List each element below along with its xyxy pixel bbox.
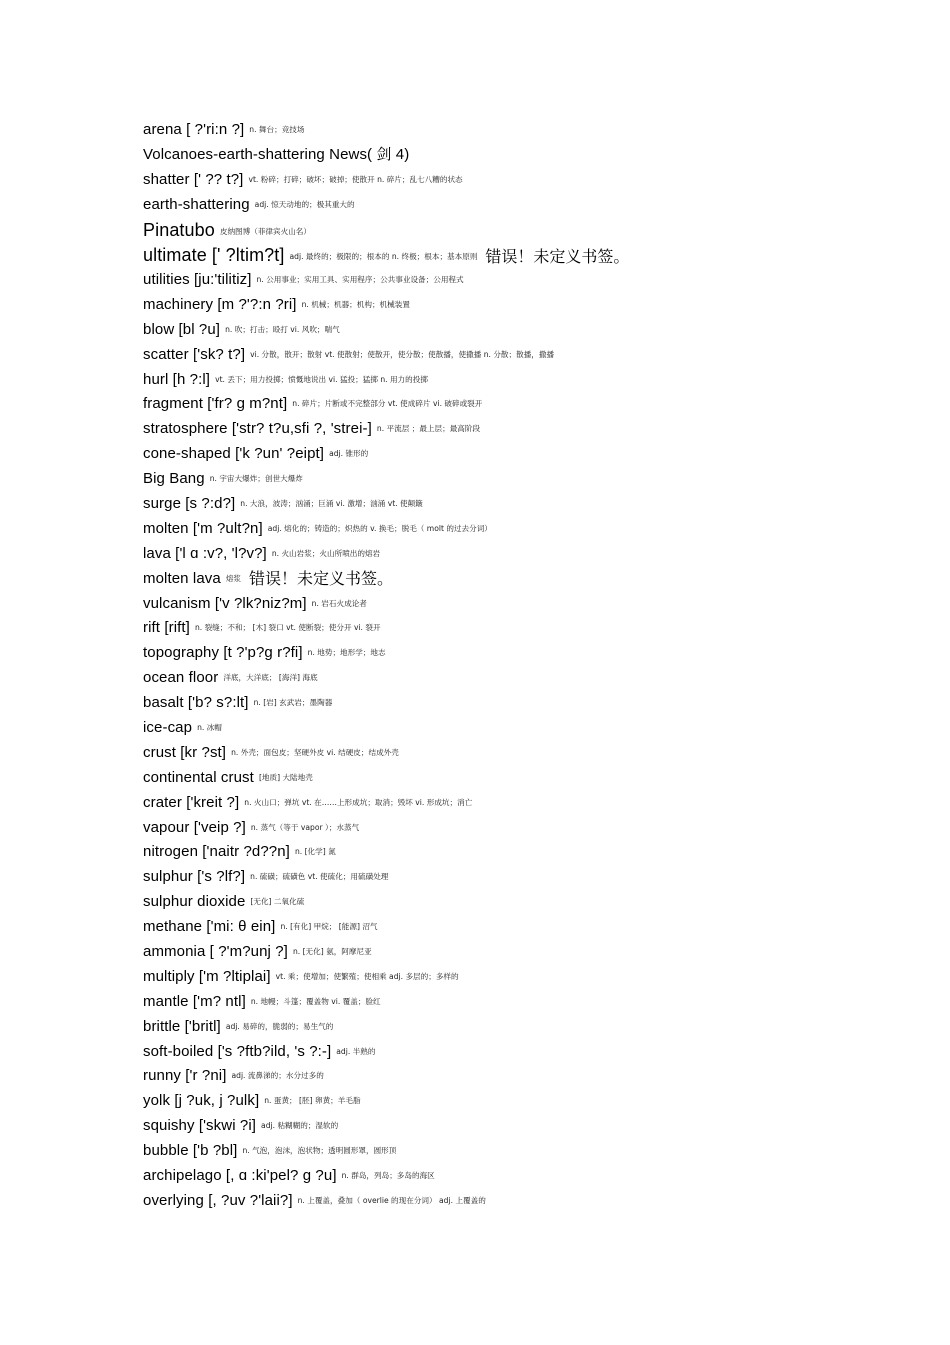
vocab-word: crust [kr ?st] (143, 743, 227, 761)
vocab-word: runny ['r ?ni] (143, 1067, 227, 1085)
vocab-definition: [无化] 二氧化硫 (250, 897, 305, 907)
vocab-definition: adj. 流鼻涕的；水分过多的 (231, 1071, 324, 1081)
vocab-word: multiply ['m ?ltiplai] (143, 967, 271, 985)
vocab-entry (143, 865, 933, 890)
vocab-definition: 熔浆 (225, 573, 241, 583)
vocab-definition: n. 宇宙大爆炸；创世大爆炸 (209, 474, 303, 484)
vocab-entry (143, 293, 933, 318)
vocab-entry (143, 1040, 933, 1065)
vocab-word: machinery [m ?'?:n ?ri] (143, 295, 297, 313)
vocab-definition: n. 群岛，列岛；多岛的海区 (341, 1171, 435, 1180)
vocab-entry (143, 1015, 933, 1040)
vocab-entry (143, 492, 933, 517)
vocab-entry (143, 442, 933, 467)
vocab-entry (143, 218, 933, 243)
vocab-word: bubble ['b ?bl] (143, 1142, 238, 1160)
vocab-word: topography [t ?'p?ɡ r?fi] (143, 644, 303, 662)
vocab-definition: n. 外壳；面包皮；坚硬外皮 vi. 结硬皮；结成外壳 (231, 747, 399, 757)
vocab-entry (143, 343, 933, 368)
vocab-definition: adj. 最终的；极限的；根本的 n. 终极；根本；基本原则 (289, 251, 478, 261)
vocab-definition: vt. 丢下；用力投掷；愤慨地说出 vi. 猛投；猛掷 n. 用力的投掷 (215, 374, 428, 384)
vocab-word: sulphur ['s ?lf?] (143, 868, 246, 886)
vocab-entry (143, 567, 933, 592)
vocab-word: hurl [h ?:l] (143, 370, 211, 388)
vocab-word: surge [s ?:d?] (143, 494, 236, 512)
vocab-entry (143, 890, 933, 915)
vocab-word: ammonia [ ?'m?unj ?] (143, 942, 288, 960)
vocab-definition: n. 火山岩浆；火山所喷出的熔岩 (271, 548, 381, 558)
vocab-definition: adj. 惊天动地的；极其重大的 (254, 199, 355, 209)
vocab-word: Big Bang (143, 470, 205, 488)
vocab-definition: n. 气泡，泡沫，泡状物；透明圆形罩，圆形顶 (242, 1146, 397, 1156)
vocab-word: ocean floor (143, 669, 219, 687)
vocab-entry (143, 243, 933, 268)
vocab-entry (143, 616, 933, 641)
vocab-entry (143, 542, 933, 567)
vocab-entry (143, 1064, 933, 1089)
vocab-word: Volcanoes-earth-shattering News( 剑 4) (143, 145, 410, 163)
vocab-entry (143, 1189, 933, 1214)
vocab-word: shatter [' ?? t?] (143, 170, 244, 188)
vocab-definition: adj. 易碎的，脆弱的；易生气的 (225, 1021, 334, 1031)
vocab-entry (143, 816, 933, 841)
vocab-definition: vt. 粉碎；打碎；破坏；破掉；使散开 n. 碎片；乱七八糟的状态 (248, 174, 463, 184)
vocab-definition: 皮纳图博（菲律宾火山名） (219, 226, 311, 236)
vocab-definition: n. 舞台；竞技场 (249, 125, 305, 134)
vocab-entry (143, 691, 933, 716)
vocab-definition: n. 蛋黄； [胚] 卵黄；羊毛脂 (264, 1096, 361, 1106)
vocab-entry (143, 741, 933, 766)
vocab-definition: n. 裂缝；不和； [木] 裂口 vt. 使断裂；使分开 vi. 裂开 (194, 623, 381, 633)
vocab-entry (143, 168, 933, 193)
vocab-definition: adj. 熔化的；铸造的；炽热的 v. 换毛；脱毛（ molt 的过去分词） (267, 523, 492, 533)
vocab-definition: [地质] 大陆地壳 (258, 772, 313, 782)
vocab-word: basalt ['b? s?:lt] (143, 694, 249, 712)
vocab-definition: 洋底，大洋底； [海洋] 海底 (223, 673, 318, 683)
vocab-definition: n. 大浪，波涛；汹涌；巨涌 vi. 激增；汹涌 vt. 使颠簸 (240, 498, 423, 508)
vocab-word: ultimate [' ?ltim?t] (143, 244, 285, 265)
vocab-entry (143, 915, 933, 940)
vocab-definition: n. 地幔；斗篷；覆盖物 vi. 覆盖；脸红 (250, 996, 381, 1006)
bookmark-error-text: 错误！未定义书签。 (485, 246, 630, 266)
vocab-entry (143, 1114, 933, 1139)
vocab-definition: n. 上覆盖，叠加（ overlie 的现在分词） adj. 上覆盖的 (297, 1195, 486, 1205)
vocab-entry (143, 641, 933, 666)
vocab-word: scatter ['sk? t?] (143, 345, 246, 363)
vocab-entry (143, 417, 933, 442)
vocab-word: yolk [j ?uk, j ?ulk] (143, 1092, 260, 1110)
vocab-word: nitrogen ['naitr ?d??n] (143, 843, 290, 861)
vocab-word: ice-cap (143, 718, 193, 736)
vocab-definition: vt. 乘；使增加；使繁殖；使相乘 adj. 多层的；多样的 (275, 971, 459, 981)
vocab-word: sulphur dioxide (143, 893, 246, 911)
vocab-definition: n. 公用事业；实用工具、实用程序；公共事业设备；公用程式 (256, 274, 464, 284)
vocab-definition: n. 冰帽 (197, 722, 222, 732)
vocab-word: lava ['l ɑ :v?, 'l?v?] (143, 544, 267, 562)
vocab-word: molten lava (143, 569, 221, 587)
vocab-entry (143, 965, 933, 990)
vocab-word: arena [ ?'ri:n ?] (143, 121, 245, 138)
vocab-word: vapour ['veip ?] (143, 818, 246, 836)
vocab-definition: n. 吹；打击；殴打 vi. 风吹；喘气 (225, 324, 340, 334)
vocab-word: continental crust (143, 768, 254, 786)
vocab-word: earth-shattering (143, 195, 250, 213)
vocab-definition: adj. 半熟的 (336, 1046, 376, 1056)
vocab-word: crater ['kreit ?] (143, 793, 240, 811)
vocab-word: squishy ['skwi ?i] (143, 1117, 257, 1135)
vocab-entry (143, 517, 933, 542)
vocab-word: mantle ['m? ntl] (143, 992, 246, 1010)
vocab-entry (143, 368, 933, 393)
vocab-definition: n. [有化] 甲烷； [能源] 沼气 (280, 922, 378, 932)
vocab-entry (143, 766, 933, 791)
vocab-definition: n. 硫磺；硫磺色 vt. 使硫化；用硫磺处理 (250, 872, 389, 882)
vocab-definition: adj. 粘糊糊的；湿软的 (261, 1121, 339, 1131)
vocab-entry (143, 1164, 933, 1189)
vocab-entry (143, 840, 933, 865)
vocab-definition: vi. 分散，散开；散射 vt. 使散射；使散开，使分散；使散播，使撒播 n. 分散；散播，撒播 (250, 349, 555, 359)
vocab-entry (143, 193, 933, 218)
vocab-word: Pinatubo (143, 219, 215, 240)
vocabulary-list (143, 118, 933, 1214)
vocab-word: rift [rift] (143, 619, 190, 637)
vocab-entry (143, 666, 933, 691)
vocab-word: overlying [, ?uv ?'laii?] (143, 1191, 293, 1209)
vocab-word: cone-shaped ['k ?un' ?eipt] (143, 445, 325, 463)
bookmark-error-text: 错误！未定义书签。 (249, 568, 394, 588)
vocab-entry (143, 467, 933, 492)
vocab-definition: n. 机械；机器；机构；机械装置 (301, 299, 410, 309)
vocab-word: soft-boiled ['s ?ftb?ild, 's ?:-] (143, 1042, 332, 1060)
vocab-definition: n. [化学] 氮 (294, 847, 336, 857)
vocab-definition: n. 火山口；弹坑 vt. 在……上形成坑；取消；毁坏 vi. 形成坑；消亡 (244, 797, 473, 807)
vocab-word: brittle ['britl] (143, 1017, 221, 1035)
vocab-definition: n. [岩] 玄武岩；墨陶器 (253, 698, 333, 708)
vocab-word: methane ['mi: θ ein] (143, 918, 276, 936)
vocab-entry (143, 716, 933, 741)
vocab-entry (143, 143, 933, 168)
vocab-entry (143, 1139, 933, 1164)
vocab-entry (143, 118, 933, 143)
vocab-entry (143, 392, 933, 417)
vocab-definition: n. 岩石火成论者 (311, 598, 367, 608)
vocab-entry (143, 990, 933, 1015)
vocab-word: vulcanism ['v ?lk?niz?m] (143, 594, 307, 612)
vocab-definition: adj. 锥形的 (329, 449, 369, 459)
vocab-entry (143, 940, 933, 965)
vocab-entry (143, 318, 933, 343)
vocab-definition: n. 碎片；片断或不完整部分 vt. 使成碎片 vi. 破碎或裂开 (292, 399, 483, 409)
vocab-word: fragment ['fr? g m?nt] (143, 395, 288, 413)
vocab-word: utilities [ju:'tilitiz] (143, 270, 252, 288)
vocab-definition: n. 平流层 ；最上层；最高阶段 (376, 424, 481, 434)
vocab-word: archipelago [, ɑ :ki'pel? ɡ ?u] (143, 1167, 337, 1184)
vocab-entry (143, 791, 933, 816)
vocab-entry (143, 592, 933, 617)
vocab-definition: n. [无化] 氨，阿摩尼亚 (292, 946, 372, 956)
vocab-word: molten ['m ?ult?n] (143, 519, 263, 537)
vocab-definition: n. 地势；地形学；地志 (307, 648, 386, 658)
vocab-entry (143, 1089, 933, 1114)
vocab-entry (143, 268, 933, 293)
vocab-word: blow [bl ?u] (143, 320, 221, 338)
vocab-word: stratosphere ['str? t?u,sfi ?, 'strei-] (143, 420, 372, 438)
vocab-definition: n. 蒸气（等于 vapor ）；水蒸气 (250, 822, 360, 832)
